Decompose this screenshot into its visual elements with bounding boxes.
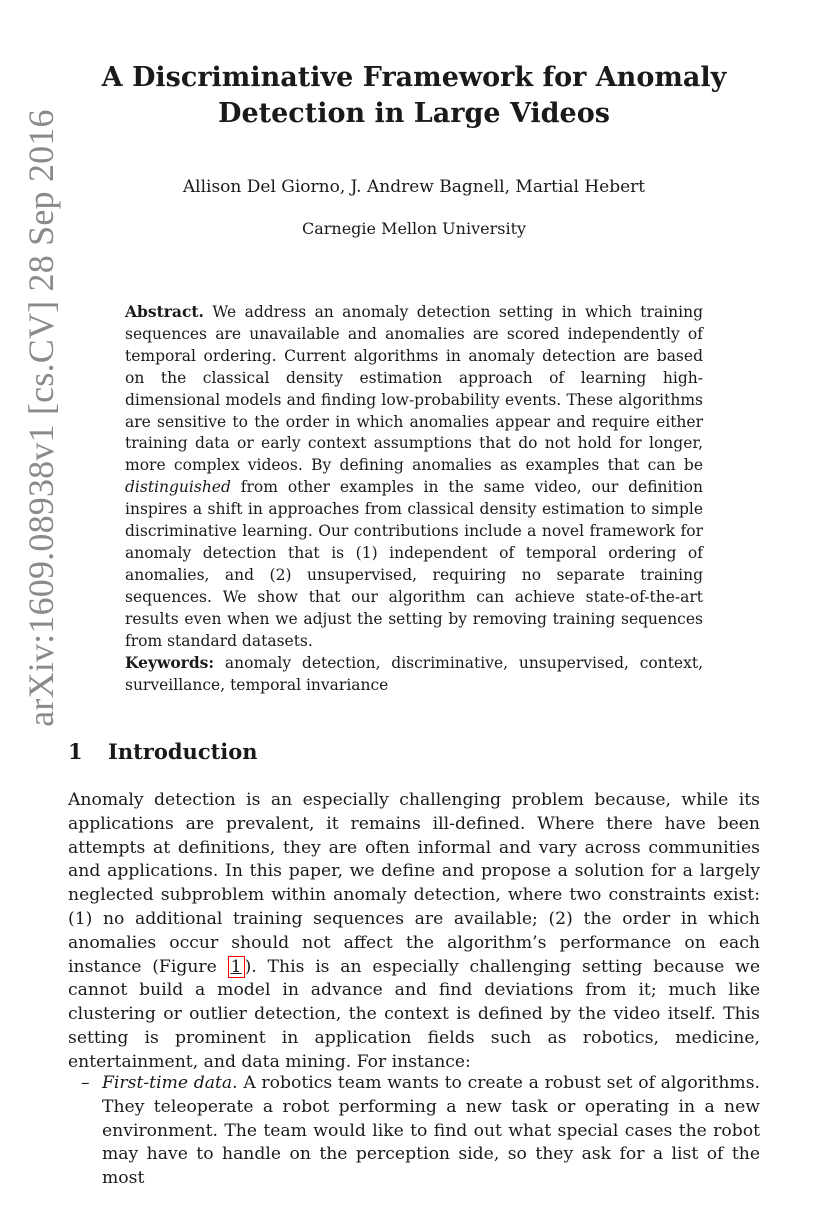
- intro-text-1: Anomaly detection is an especially challenging problem because, while its applications are prevalent, it remains ill-defined. Where there have been attempts at definitions, they are often informal and vary across communities and applications. In this paper, we define and propose a solution for a largely neglected subproblem within anomaly detection, where two constraints exist: (1) no additional training sequences are available; (2) the order in which anomalies occur should not affect the algorithm’s performance on each instance (Figure: [68, 790, 760, 977]
- intro-body: [68, 789, 760, 1075]
- bullet-lead: First-time data.: [102, 1073, 238, 1093]
- keywords: [125, 652, 703, 697]
- arxiv-id: arXiv:1609.08938v1 [cs.CV] 28 Sep 2016: [21, 109, 61, 727]
- abstract-text-2: from other examples in the same video, our definition inspires a shift in approaches from classical density estimation to simple discriminative learning. Our contributions include a novel framework for anomaly detection that is (1) independent of temporal ordering of anomalies, and (2) unsupervised, requiring no separate training sequences. We show that our algorithm can achieve state-of-the-art results even when we adjust the setting by removing training sequences from standard datasets.: [125, 478, 703, 650]
- bullet-paragraph: [102, 1072, 760, 1191]
- keywords-label: Keywords:: [125, 653, 215, 672]
- keywords-text: anomaly detection, discriminative, unsupervised, context, surveillance, temporal invariance: [125, 654, 703, 694]
- abstract-label: Abstract.: [125, 302, 204, 321]
- bullet-body: [102, 1072, 760, 1191]
- abstract: [125, 301, 703, 653]
- bullet-dash: –: [81, 1073, 90, 1093]
- arxiv-stamp: [12, 66, 70, 770]
- section-title: Introduction: [108, 739, 258, 764]
- affiliation: Carnegie Mellon University: [301, 219, 527, 238]
- intro-paragraph: [68, 789, 760, 1075]
- figure-reference-link[interactable]: 1: [228, 956, 245, 978]
- paper-title: A Discriminative Framework for Anomaly Detection in Large Videos: [101, 62, 727, 129]
- abstract-emphasis: distinguished: [125, 478, 231, 497]
- section-number: 1: [68, 739, 83, 764]
- abstract-text-1: We address an anomaly detection setting in which training sequences are unavailable and anomalies are scored independently of temporal ordering. Current algorithms in anomaly detection are based on the classical density estimation approach of learning high-dimensional models and finding low-probability events. These algorithms are sensitive to the order in which anomalies appear and require either training data or early context assumptions that do not hold for longer, more complex videos. By defining anomalies as examples that can be: [125, 303, 703, 475]
- intro-text-2: ). This is an especially challenging setting because we cannot build a model in advance and find deviations from it; much like clustering or outlier detection, the context is defined by the video itself. This setting is prominent in application fields such as robotics, medicine, entertainment, and data mining. For instance:: [68, 956, 761, 1072]
- section-heading: [68, 737, 760, 767]
- author-list: Allison Del Giorno, J. Andrew Bagnell, Martial Hebert: [182, 177, 646, 197]
- keywords-paragraph: [125, 652, 703, 697]
- bullet-text: A robotics team wants to create a robust set of algorithms. They teleoperate a robot performing a new task or operating in a new environment. The team would like to find out what special cases the robot may have to handle on the perception side, so they ask for a list of the most: [102, 1073, 760, 1189]
- abstract-paragraph: [125, 301, 703, 653]
